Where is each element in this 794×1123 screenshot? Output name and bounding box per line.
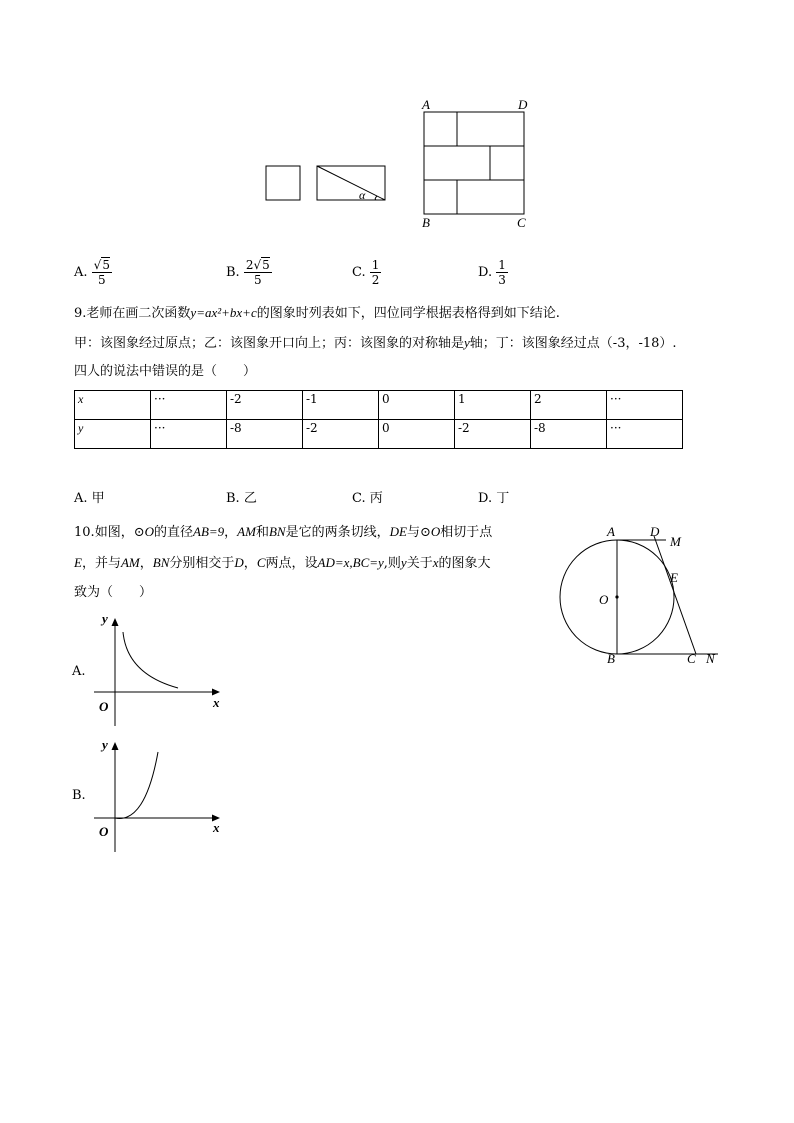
table-cell: ··· — [151, 420, 227, 449]
table-cell: ··· — [151, 391, 227, 420]
q9-option-d[interactable]: D. 丁 — [478, 491, 510, 506]
table-cell: -2 — [455, 420, 531, 449]
label-d: D — [518, 97, 528, 112]
label-a: A — [422, 97, 430, 112]
angle-arc — [375, 196, 377, 200]
q9-option-c[interactable]: C. 丙 — [352, 491, 383, 506]
figure-rectangles — [260, 96, 540, 236]
label-o: O — [599, 592, 609, 607]
label-e: E — [670, 570, 678, 585]
table-cell: ··· — [607, 420, 683, 449]
alpha-label: α — [359, 188, 366, 202]
table-cell: -8 — [531, 420, 607, 449]
q9-value-table — [74, 390, 683, 449]
table-cell: -8 — [227, 420, 303, 449]
origin-label: O — [99, 699, 109, 714]
table-cell: -2 — [227, 391, 303, 420]
table-cell: 2 — [531, 391, 607, 420]
x-label: x — [213, 820, 220, 835]
fraction: $\frac{1}{2}$ — [371, 258, 380, 287]
tangent-dc — [654, 536, 696, 654]
figure-circle-tangents — [556, 520, 726, 670]
rectangle-diagonal — [317, 166, 385, 200]
label-b: B — [607, 651, 615, 666]
q10-option-a-label[interactable]: A. — [72, 664, 86, 679]
q10-option-b-label[interactable]: B. — [72, 788, 86, 803]
q9-line-2: 甲：该图象经过原点；乙：该图象开口向上；丙：该图象的对称轴是y轴；丁：该图象经过点（-3，-18）. — [74, 335, 677, 351]
q10-line-3: 致为（ ） — [74, 585, 153, 600]
table-cell: 0 — [379, 391, 455, 420]
q9-line-3: 四人的说法中错误的是（ ） — [74, 364, 257, 379]
label-m: M — [670, 534, 681, 549]
table-cell: -1 — [303, 391, 379, 420]
fraction: $\frac{2√5}{5}$ — [245, 258, 270, 287]
label-n: N — [706, 651, 715, 666]
center-dot — [615, 595, 618, 598]
label-c: C — [687, 651, 696, 666]
table-cell: ··· — [607, 391, 683, 420]
x-label: x — [213, 695, 220, 710]
q10-graph-a[interactable] — [90, 610, 230, 728]
q9-option-b[interactable]: B. 乙 — [226, 491, 257, 506]
fraction: $\frac{1}{3}$ — [498, 258, 506, 287]
origin-label: O — [99, 824, 109, 839]
table-cell: 0 — [379, 420, 455, 449]
q10-line-1: 10.如图，⊙O的直径AB=9，AM和BN是它的两条切线，DE与⊙O相切于点 — [74, 524, 493, 540]
curve-hyperbola — [123, 632, 178, 688]
q8-option-c[interactable]: C. $\frac{1}{2}$ — [352, 258, 380, 287]
y-label: y — [102, 737, 108, 752]
curve-parabola — [115, 752, 158, 818]
table-cell: x — [75, 391, 151, 420]
y-axis-arrow — [112, 742, 119, 750]
y-axis-arrow — [112, 618, 119, 626]
table-cell: y — [75, 420, 151, 449]
y-label: y — [102, 611, 108, 626]
table-row — [75, 391, 683, 420]
q8-option-a[interactable]: A. $\frac{√5}{5}$ — [74, 258, 110, 287]
table-cell: -2 — [303, 420, 379, 449]
big-rectangle — [424, 112, 524, 214]
q9-option-a[interactable]: A. 甲 — [74, 491, 105, 506]
q9-line-1: 9.老师在画二次函数y=ax²+bx+c的图象时列表如下，四位同学根据表格得到如下结论. — [74, 305, 560, 321]
label-b: B — [422, 215, 430, 230]
q8-option-b[interactable]: B. $\frac{2√5}{5}$ — [226, 258, 270, 287]
label-a: A — [607, 524, 615, 539]
q10-line-2: E，并与AM，BN分别相交于D，C两点，设AD=x,BC=y,则y关于x的图象大 — [74, 555, 491, 571]
table-cell: 1 — [455, 391, 531, 420]
small-square — [266, 166, 300, 200]
label-d: D — [650, 524, 660, 539]
q10-graph-b[interactable] — [90, 734, 230, 854]
q8-option-d[interactable]: D. $\frac{1}{3}$ — [478, 258, 506, 287]
table-row — [75, 420, 683, 449]
fraction: $\frac{√5}{5}$ — [93, 258, 110, 287]
label-c: C — [517, 215, 526, 230]
